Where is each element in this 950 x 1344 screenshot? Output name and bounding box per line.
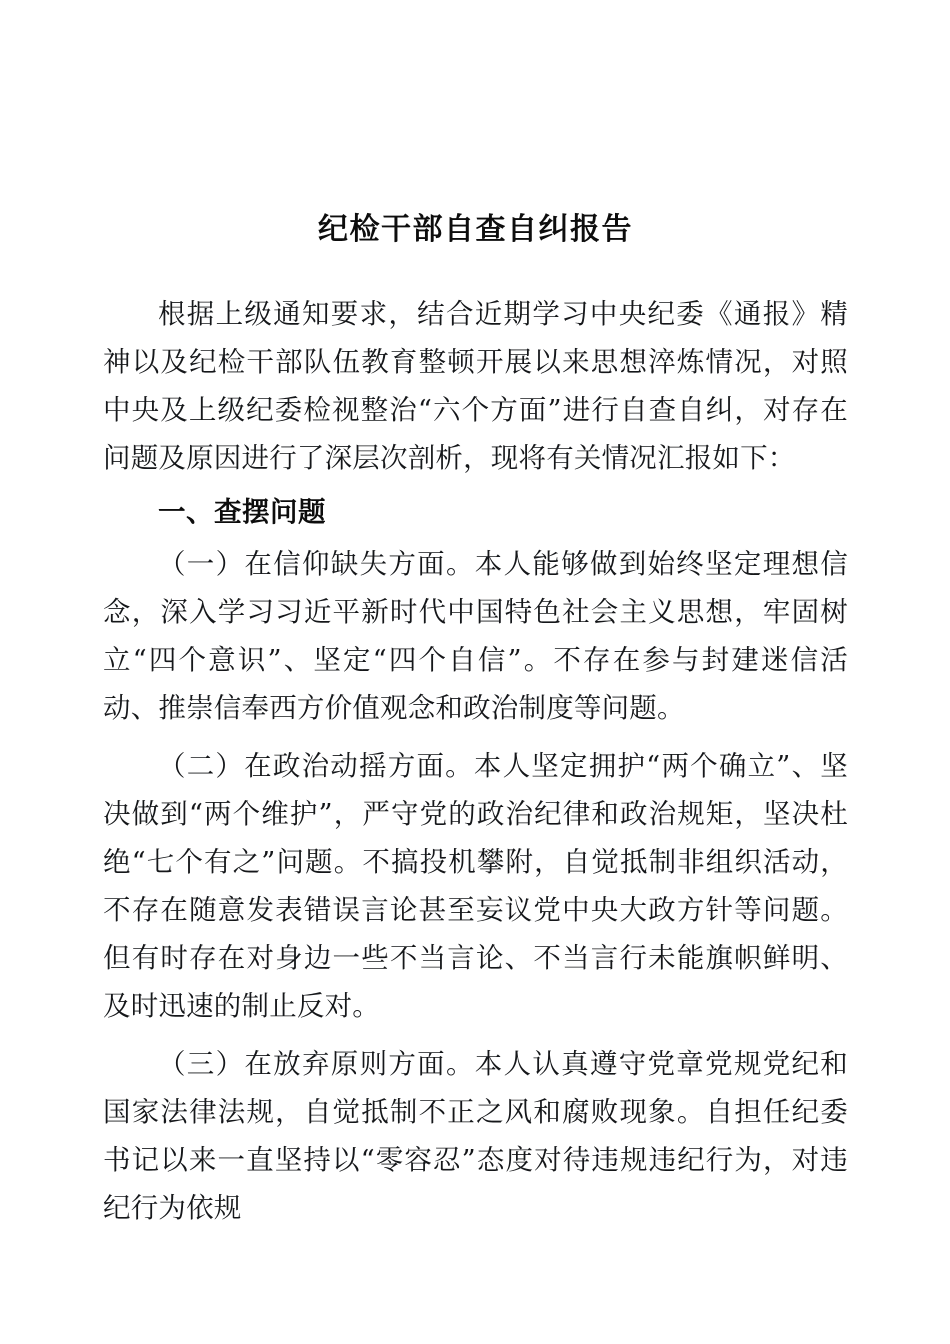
- subsection-paragraph-1: （一）在信仰缺失方面。本人能够做到始终坚定理想信念，深入学习习近平新时代中国特色社会主义思想，牢固树立“四个意识”、坚定“四个自信”。不存在参与封建迷信活动、推崇信奉西方价值观念和政治制度等问题。: [103, 548, 848, 724]
- section-heading-1: 一、查摆问题: [158, 496, 326, 528]
- subsection-paragraph-3: （三）在放弃原则方面。本人认真遵守党章党规党纪和国家法律法规，自觉抵制不正之风和腐败现象。自担任纪委书记以来一直坚持以“零容忍”态度对待违规违纪行为，对违纪行为依规: [103, 1048, 848, 1224]
- page-title: [103, 0, 848, 254]
- preamble-paragraph: 根据上级通知要求，结合近期学习中央纪委《通报》精神以及纪检干部队伍教育整顿开展以来思想淬炼情况，对照中央及上级纪委检视整治“六个方面”进行自查自纠，对存在问题及原因进行了深层次剖析，现将有关情况汇报如下：: [103, 298, 848, 474]
- subsection-paragraph-2: （二）在政治动摇方面。本人坚定拥护“两个确立”、坚决做到“两个维护”，严守党的政治纪律和政治规矩，坚决杜绝“七个有之”问题。不搞投机攀附，自觉抵制非组织活动，不存在随意发表错误言论甚至妄议党中央大政方针等问题。但有时存在对身边一些不当言论、不当言行未能旗帜鲜明、及时迅速的制止反对。: [103, 750, 848, 1022]
- document-content: [103, 0, 848, 1232]
- page-title-text: 纪检干部自查自纠报告: [318, 212, 633, 247]
